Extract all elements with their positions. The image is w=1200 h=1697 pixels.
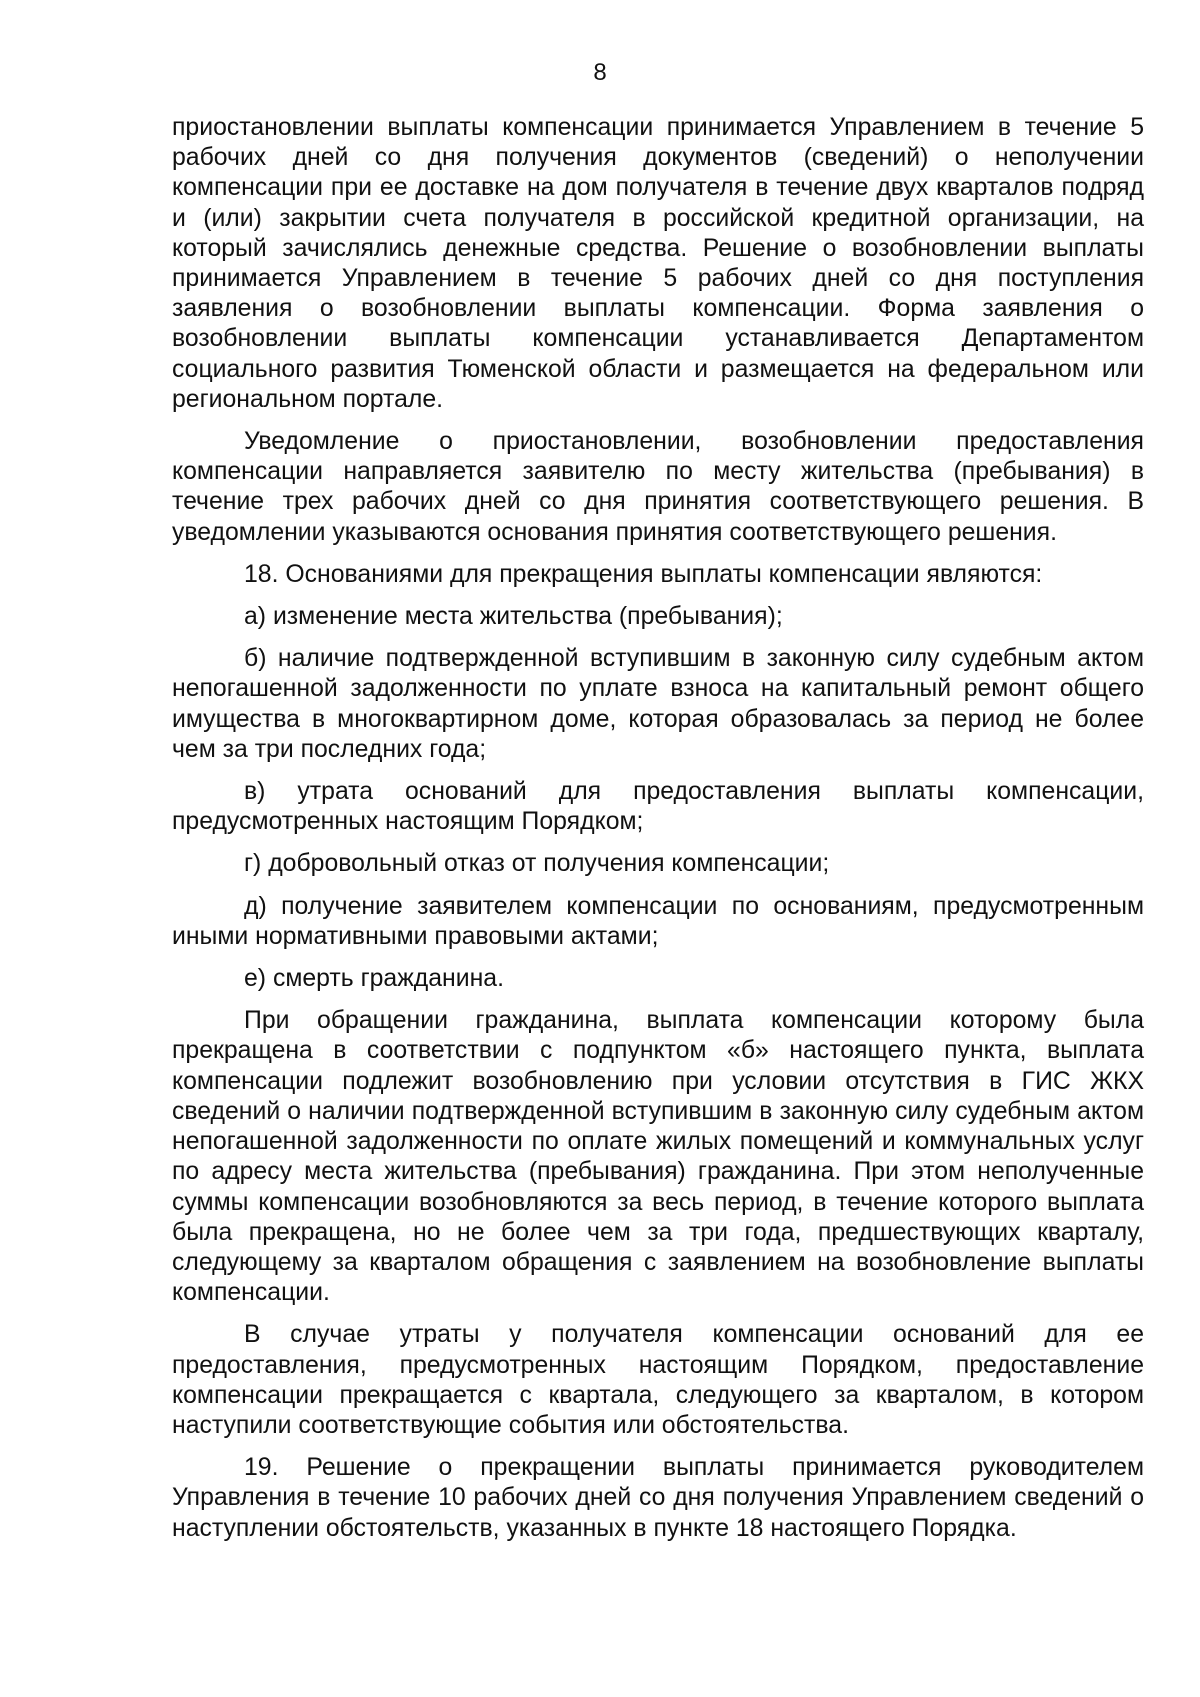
paragraph-item-19: 19. Решение о прекращении выплаты принимается руководителем Управления в течение 10 рабочих дней со дня получения Управлением сведений о наступлении обстоятельств, указанных в пункте 18 настоящего Порядка. — [172, 1454, 1144, 1542]
paragraph-item-18-g: г) добровольный отказ от получения компенсации; — [244, 850, 830, 878]
paragraph-loss-of-grounds: В случае утраты у получателя компенсации оснований для ее предоставления, предусмотренных настоящим Порядком, предоставление компенсации прекращается с квартала, следующего за кварталом, в котором наступили соответствующие события или обстоятельства. — [172, 1321, 1144, 1439]
paragraph-item-18-heading: 18. Основаниями для прекращения выплаты компенсации являются: — [244, 560, 1043, 588]
paragraph-notification: Уведомление о приостановлении, возобновлении предоставления компенсации направляется заявителю по месту жительства (пребывания) в течение трех рабочих дней со дня принятия соответствующего решения. В уведомлении указываются основания принятия соответствующего решения. — [172, 428, 1144, 546]
document-body — [172, 113, 1144, 1556]
paragraph-item-18-a: а) изменение места жительства (пребывания); — [244, 603, 783, 631]
paragraph-item-18-b: б) наличие подтвержденной вступившим в законную силу судебным актом непогашенной задолженности по уплате взноса на капитальный ремонт общего имущества в многоквартирном доме, которая образовалась за период не более чем за три последних года; — [172, 645, 1144, 763]
paragraph-suspension-decision: приостановлении выплаты компенсации принимается Управлением в течение 5 рабочих дней со дня получения документов (сведений) о неполучении компенсации при ее доставке на дом получателя в течение двух кварталов подряд и (или) закрытии счета получателя в российской кредитной организации, на который зачислялись денежные средства. Решение о возобновлении выплаты принимается Управлением в течение 5 рабочих дней со дня поступления заявления о возобновлении выплаты компенсации. Форма заявления о возобновлении выплаты компенсации устанавливается Департаментом социального развития Тюменской области и размещается на федеральном или региональном портале. — [172, 114, 1144, 413]
paragraph-item-18-v: в) утрата оснований для предоставления выплаты компенсации, предусмотренных настоящим Порядком; — [172, 778, 1144, 836]
page-number: 8 — [593, 59, 607, 86]
paragraph-resumption-rule: При обращении гражданина, выплата компенсации которому была прекращена в соответствии с подпунктом «б» настоящего пункта, выплата компенсации подлежит возобновлению при условии отсутствия в ГИС ЖКХ сведений о наличии подтвержденной вступившим в законную силу судебным актом непогашенной задолженности по оплате жилых помещений и коммунальных услуг по адресу места жительства (пребывания) гражданина. При этом неполученные суммы компенсации возобновляются за весь период, в течение которого выплата была прекращена, но не более чем за три года, предшествующих кварталу, следующему за кварталом обращения с заявлением на возобновление выплаты компенсации. — [172, 1007, 1144, 1307]
paragraph-item-18-e: е) смерть гражданина. — [244, 965, 504, 993]
paragraph-item-18-d: д) получение заявителем компенсации по основаниям, предусмотренным иными нормативными правовыми актами; — [172, 892, 1144, 950]
